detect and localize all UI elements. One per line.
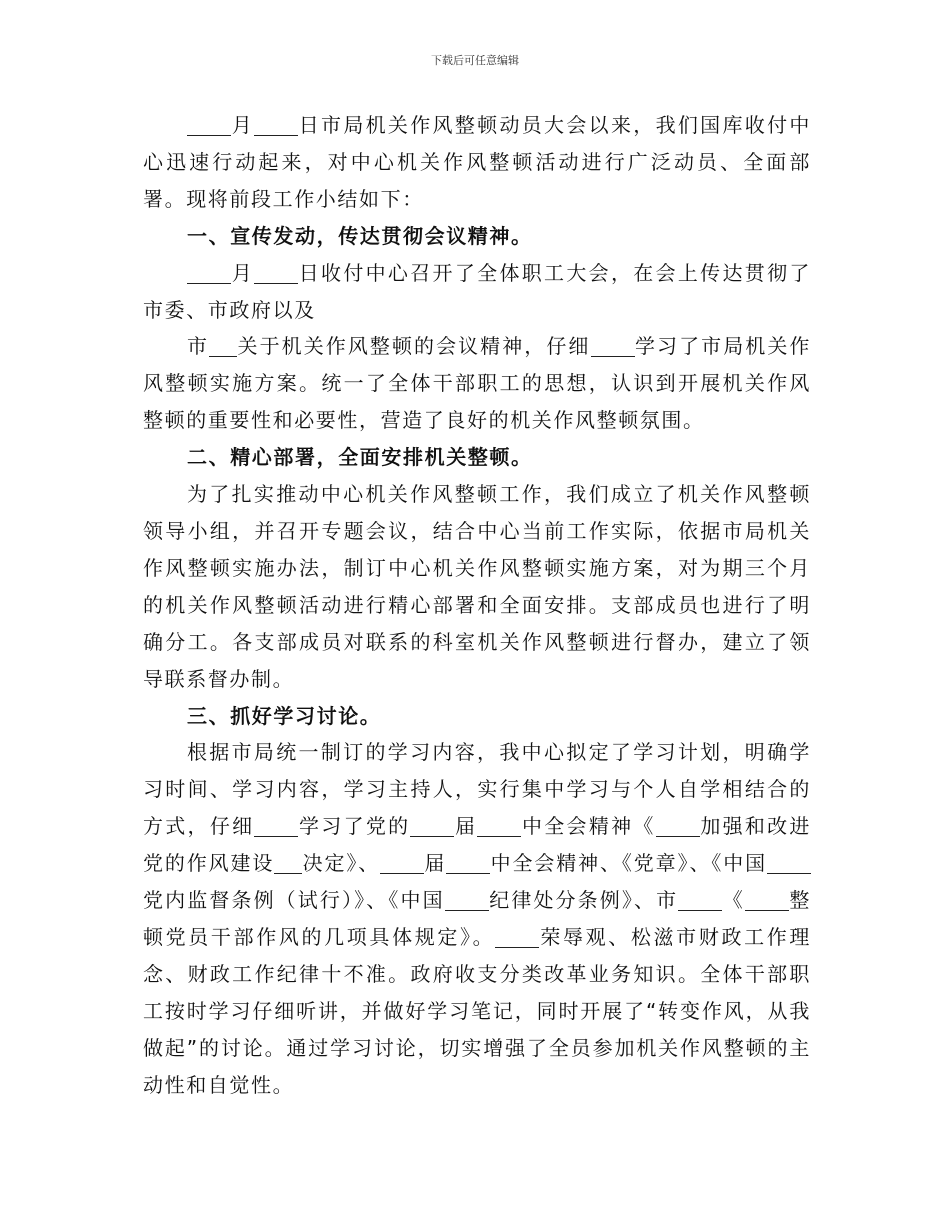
paragraph-spirit bbox=[143, 328, 811, 439]
document-body bbox=[143, 107, 811, 1103]
blank-line bbox=[380, 872, 424, 874]
paragraph-meeting bbox=[143, 255, 811, 329]
text-run: 学习了市局机关作风整顿实施方案。统一了全体干部职工的思想，认识到开展机关作风整顿的重要性和必要性，营造了良好的机关作风整顿氛围。 bbox=[143, 334, 811, 433]
blank-line bbox=[274, 872, 302, 874]
blank-line bbox=[254, 835, 298, 837]
text-run: 纪律处分条例》、市 bbox=[488, 888, 679, 913]
section-heading-3: 三、抓好学习讨论。 bbox=[187, 703, 382, 728]
page-header: 下载后可任意编辑 bbox=[431, 54, 519, 67]
blank-line bbox=[410, 835, 454, 837]
text-run: 日收付中心召开了全体职工大会，在会上传达贯彻了市委、市政府以及 bbox=[143, 260, 811, 322]
blank-line bbox=[445, 909, 489, 911]
text-run: 《 bbox=[722, 888, 745, 913]
text-run: 党内监督条例（试行）》、《中国 bbox=[143, 888, 445, 913]
text-run: 日市局机关作风整顿动员大会以来，我们国库收付中心迅速行动起来，对中心机关作风整顿活动进行广泛动员、全面部署。现将前段工作小结如下： bbox=[143, 113, 811, 211]
blank-line bbox=[187, 282, 231, 284]
blank-line bbox=[254, 134, 298, 136]
blank-line bbox=[254, 282, 298, 284]
blank-line bbox=[745, 909, 789, 911]
text-run: 届 bbox=[454, 814, 478, 839]
blank-line bbox=[656, 835, 700, 837]
text-run: 月 bbox=[231, 113, 255, 137]
blank-line bbox=[477, 835, 521, 837]
text-run: 整顿党员干部作风的几项具体规定》。 bbox=[143, 888, 812, 949]
text-run: 学习了党的 bbox=[298, 814, 411, 839]
blank-line bbox=[495, 946, 539, 948]
paragraph-deployment: 为了扎实推动中心机关作风整顿工作，我们成立了机关作风整顿领导小组，并召开专题会议，结合中心当前工作实际，依据市局机关作风整顿实施办法，制订中心机关作风整顿实施方案，对为期三个月的机关作风整顿活动进行精心部署和全面安排。支部成员也进行了明确分工。各支部成员对联系的科室机关作风整顿进行督办，建立了领导联系督办制。 bbox=[143, 482, 811, 691]
text-run: 中全会精神《 bbox=[521, 814, 656, 839]
section-heading-2: 二、精心部署，全面安排机关整顿。 bbox=[187, 445, 533, 470]
text-run: 荣辱观、松滋市财政工作理念、财政工作纪律十不准。政府收支分类改革业务知识。全体干部职工按时学习仔细听讲，并做好学习笔记，同时开展了“转变作风，从我做起”的讨论。通过学习讨论，切实增强了全员参加机关作风整顿的主动性和自觉性。 bbox=[143, 924, 811, 1097]
text-run: 月 bbox=[231, 260, 255, 285]
paragraph-intro bbox=[143, 107, 811, 218]
blank-line bbox=[591, 355, 635, 357]
blank-line bbox=[446, 872, 490, 874]
blank-line bbox=[767, 872, 811, 874]
text-run: 加强和改进党的作风建设 bbox=[143, 814, 812, 876]
section-heading-1: 一、宣传发动，传达贯彻会议精神。 bbox=[187, 223, 533, 248]
blank-line bbox=[209, 355, 237, 357]
text-run: 根据市局统一制订的学习内容，我中心拟定了学习计划，明确学习时间、学习内容，学习主持人，实行集中学习与个人自学相结合的方式，仔细 bbox=[143, 740, 811, 839]
blank-line bbox=[187, 134, 231, 136]
blank-line bbox=[678, 909, 722, 911]
text-run: 届 bbox=[424, 851, 447, 876]
text-run: 决定》、 bbox=[302, 851, 381, 876]
text-run: 市 bbox=[187, 334, 210, 359]
text-run: 关于机关作风整顿的会议精神，仔细 bbox=[237, 334, 591, 359]
text-run: 中全会精神、《党章》、《中国 bbox=[490, 851, 767, 876]
paragraph-study bbox=[143, 734, 811, 1103]
